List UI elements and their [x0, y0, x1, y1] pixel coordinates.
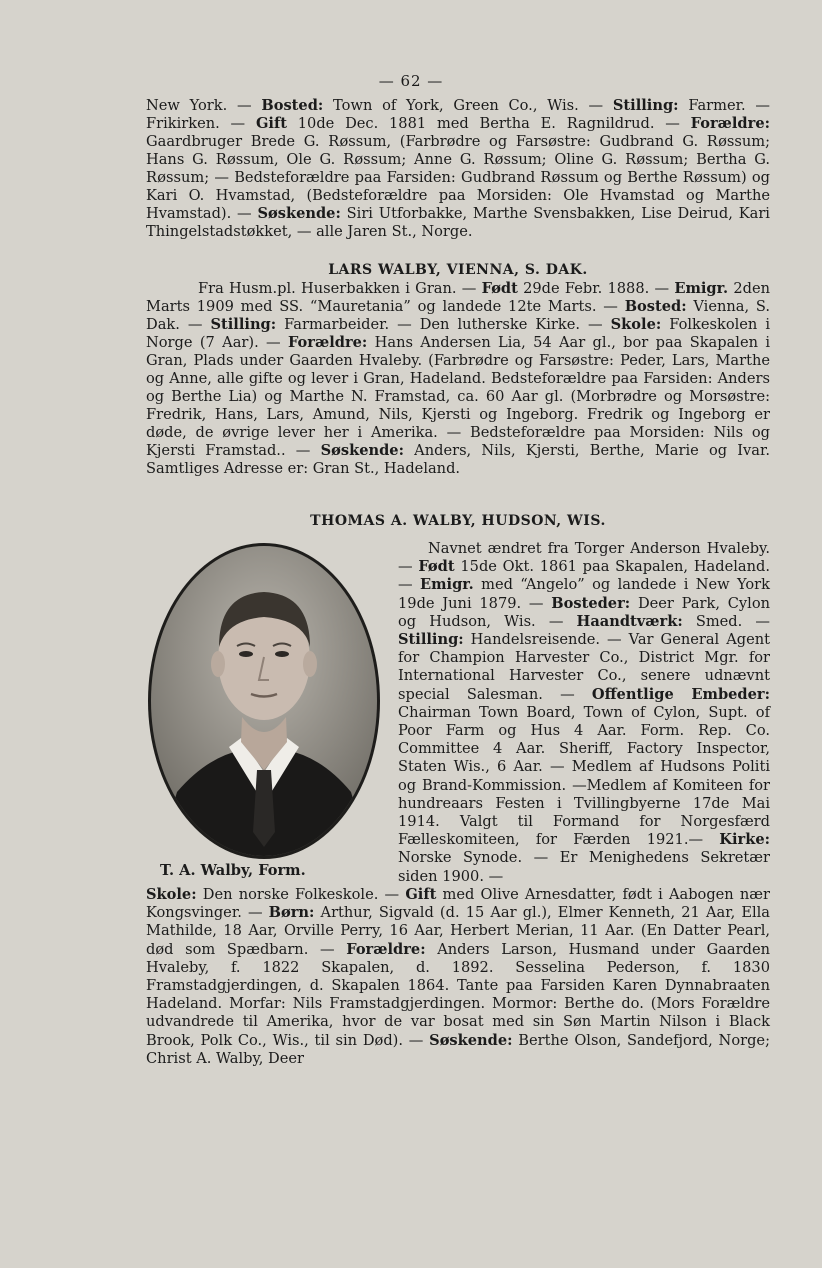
entry-continuation [146, 97, 770, 241]
entry-lars-walby [146, 280, 770, 478]
portrait-tie [253, 770, 275, 847]
entry-heading-thomas-walby: THOMAS A. WALBY, HUDSON, WIS. [310, 513, 606, 529]
entry-thomas-walby-continued: Skole: Den norske Folkeskole. — Gift med Olive Arnesdatter, født i Aabogen nær Kongsvinger. — Børn: Arthur, Sigvald (d. 15 Aar gl.), Elmer Kenneth, 21 Aar, Ella Mathilde, 18 Aar, Orville Perry, 16 Aar, Herbert Merian, 11 Aar. (En Datter Pearl, død som Spædbarn. — Forældre: Anders Larson, Husmand under Gaarden Hvaleby, f. 1822 Skapalen, d. 1892. Sesselina Pederson, f. 1830 Framstadgjerdingen, d. Skapalen 1864. Tante paa Farsiden Karen Dynnabraaten Hadeland. Morfar: Nils Framstadgjerdingen. Mormor: Berthe do. (Mors Forældre udvandrede til Amerika, hvor de var bosat med sin Søn Martin Nilson i Black Brook, Polk Co., Wis., til sin Død). — Søskende: Berthe Olson, Sandefjord, Norge; Christ A. Walby, Deer [146, 886, 771, 1067]
page-number: — 62 — [378, 72, 444, 90]
portrait-caption: T. A. Walby, Form. [160, 862, 306, 879]
entry-thomas-walby-column: Navnet ændret fra Torger Anderson Hvaleby. — Født 15de Okt. 1861 paa Skapalen, Hadeland. — Emigr. med “Angelo” og landede i New York 19de Juni 1879. — Bosteder: Deer Park, Cylon og Hudson, Wis. — Haandtværk: Smed. — Stilling: Handelsreisende. — Var General Agent for Champion Harvester Co., District Mgr. for International Harvester Co., senere udnævnt special Salesman. — Offentlige Embeder: Chairman Town Board, Town of Cylon, Supt. of Poor Farm og Hus 4 Aar. Form. Rep. Co. Committee 4 Aar. Sheriff, Factory Inspector, Staten Wis., 6 Aar. — Medlem af Hudsons Politi og Brand-Kommission. —Medlem af Komiteen for hundreaars Festen i Tvillingbyerne 17de Mai 1914. Valgt til Formand for Norgesfærd Fælleskomiteen, for Færden 1921.— Kirke: Norske Synode. — Er Menighedens Sekretær siden 1900. — [398, 540, 771, 885]
portrait-image [147, 542, 381, 860]
entry-continuation-text: New York. — Bosted: Town of York, Green Co., Wis. — Stilling: Farmer. — Frikirken. — Gift 10de Dec. 1881 med Bertha E. Ragnildrud. — Forældre: Gaardbruger Brede G. Røssum, (Farbrødre og Farsøstre: Gudbrand G. Røssum; Hans G. Røssum, Ole G. Røssum; Anne G. Røssum; Oline G. Røssum; Bertha G. Røssum; — Bedsteforældre paa Farsiden: Gudbrand Røssum og Berthe Røssum) og Kari O. Hvamstad, (Bedsteforældre paa Morsiden: Ole Hvamstad og Marthe Hvamstad). — Søskende: Siri Utforbakke, Marthe Svensbakken, Lise Deirud, Kari Thingelstadstøkket, — alle Jaren St., Norge. [146, 97, 770, 240]
entry-lars-walby-text: Fra Husm.pl. Huserbakken i Gran. — Født 29de Febr. 1888. — Emigr. 2den Marts 1909 med SS. “Mauretania” og landede 12te Marts. — Bosted: Vienna, S. Dak. — Stilling: Farmarbeider. — Den lutherske Kirke. — Skole: Folkeskolen i Norge (7 Aar). — Forældre: Hans Andersen Lia, 54 Aar gl., bor paa Skapalen i Gran, Plads under Gaarden Hvaleby. (Farbrødre og Farsøstre: Peder, Lars, Marthe og Anne, alle gifte og lever i Gran, Hadeland. Bedsteforældre paa Farsiden: Anders og Berthe Lia) og Marthe N. Framstad, ca. 60 Aar gl. (Morbrødre og Morsøstre: Fredrik, Hans, Lars, Amund, Nils, Kjersti og Ingeborg. Fredrik og Ingeborg er døde, de øvrige lever her i Amerika. — Bedsteforældre paa Morsiden: Nils og Kjersti Framstad.. — Søskende: Anders, Nils, Kjersti, Berthe, Marie og Ivar. Samtliges Adresse er: Gran St., Hadeland. [146, 280, 771, 477]
portrait-photo [147, 542, 381, 860]
entry-heading-lars-walby: LARS WALBY, VIENNA, S. DAK. [328, 262, 588, 278]
